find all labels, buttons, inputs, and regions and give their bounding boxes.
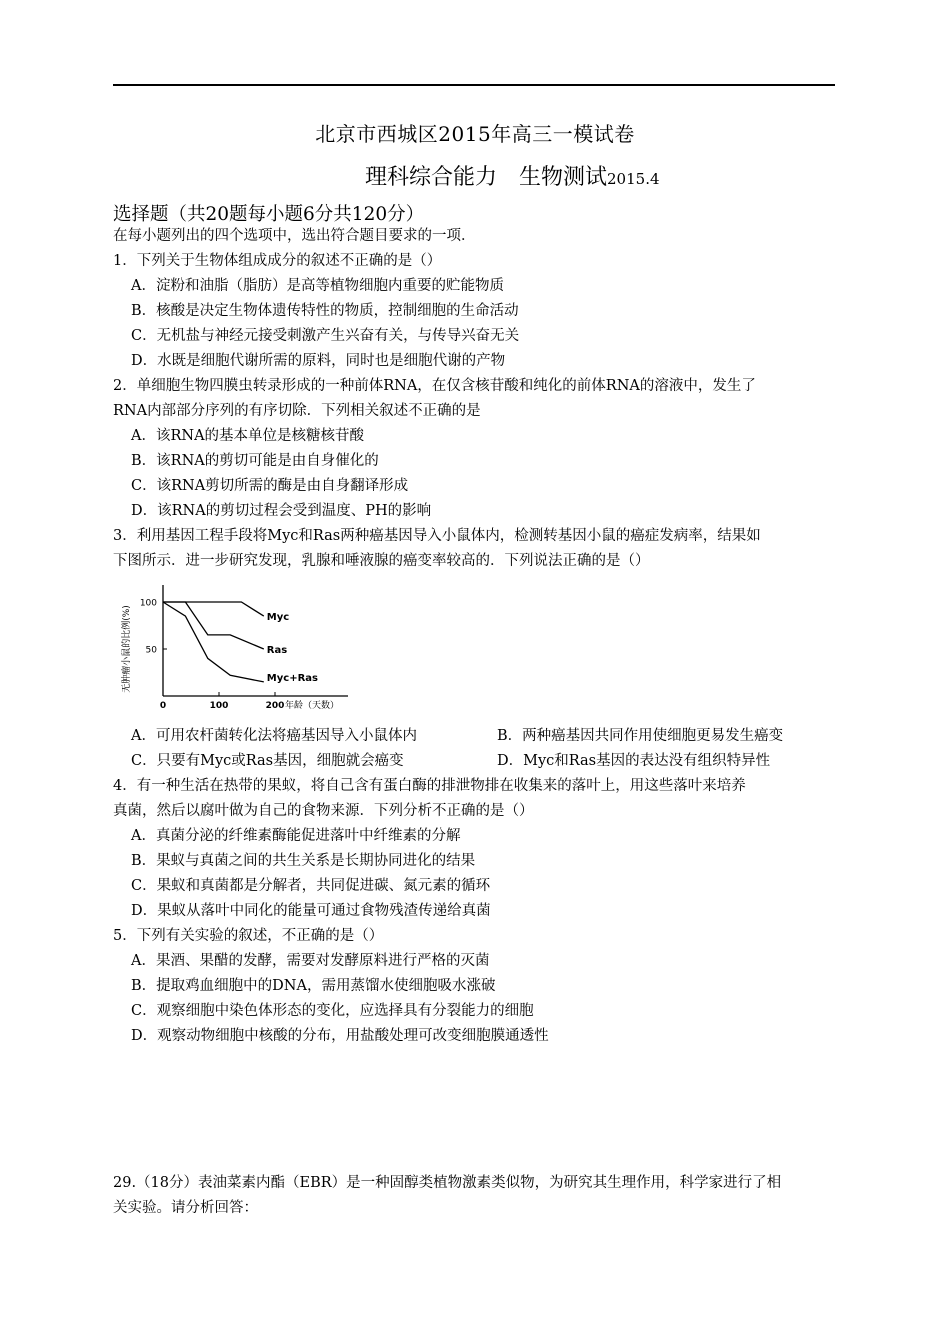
series-label: Ras: [266, 645, 288, 656]
series-line-ras: [163, 602, 264, 649]
series-label: Myc+Ras: [266, 672, 318, 684]
q1-option-b: B．核酸是决定生物体遗传特性的物质，控制细胞的生命活动: [131, 303, 519, 319]
q5-option-c: C．观察细胞中染色体形态的变化，应选择具有分裂能力的细胞: [131, 1003, 534, 1019]
q5-option-d: D．观察动物细胞中核酸的分布，用盐酸处理可改变细胞膜通透性: [131, 1028, 549, 1044]
q4-option-d: D．果蚁从落叶中同化的能量可通过食物残渣传递给真菌: [131, 903, 491, 919]
y-axis-label: 无肿瘤小鼠的比例(%): [122, 605, 132, 693]
q3-option-b: B．两种癌基因共同作用使细胞更易发生癌变: [497, 728, 784, 744]
q1-option-d: D．水既是细胞代谢所需的原料，同时也是细胞代谢的产物: [131, 353, 506, 369]
q5-option-b: B．提取鸡血细胞中的DNA，需用蒸馏水使细胞吸水涨破: [131, 978, 496, 994]
header-rule: [113, 84, 835, 86]
y-tick-label: 100: [139, 598, 157, 609]
q2-option-a: A．该RNA的基本单位是核糖核苷酸: [131, 428, 365, 444]
q3-stem-line1: 3．利用基因工程手段将Myc和Ras两种癌基因导入小鼠体内，检测转基因小鼠的癌症发病率，结果如: [113, 528, 761, 544]
q3-option-a: A．可用农杆菌转化法将癌基因导入小鼠体内: [131, 728, 417, 744]
q5-option-a: A．果酒、果醋的发酵，需要对发酵原料进行严格的灭菌: [131, 953, 490, 969]
q2-stem-line1: 2．单细胞生物四膜虫转录形成的一种前体RNA，在仅含核苷酸和纯化的前体RNA的溶液中，发生了: [113, 378, 756, 394]
q2-stem-line2: RNA内部部分序列的有序切除．下列相关叙述不正确的是: [113, 403, 481, 419]
q4-option-c: C．果蚁和真菌都是分解者，共同促进碳、氮元素的循环: [131, 878, 491, 894]
q2-option-d: D．该RNA的剪切过程会受到温度、PH的影响: [131, 503, 432, 519]
q1-option-c: C．无机盐与神经元接受刺激产生兴奋有关，与传导兴奋无关: [131, 328, 520, 344]
subtitle-text: 理科综合能力 生物测试: [365, 165, 608, 190]
q3-stem-line2: 下图所示．进一步研究发现，乳腺和唾液腺的癌变率较高的．下列说法正确的是（）: [113, 553, 650, 569]
q4-option-b: B．果蚁与真菌之间的共生关系是长期协同进化的结果: [131, 853, 476, 869]
q1-stem: 1．下列关于生物体组成成分的叙述不正确的是（）: [113, 253, 442, 269]
series-line-myc: [163, 602, 264, 616]
q29-stem-line2: 关实验。请分析回答：: [113, 1200, 258, 1216]
series-label: Myc: [266, 612, 290, 624]
x-tick-label: 100: [209, 701, 229, 711]
x-tick-label: 200: [265, 701, 285, 711]
x-axis-label: 年龄（天数）: [285, 701, 340, 711]
section-instruction: 在每小题列出的四个选项中，选出符合题目要求的一项．: [113, 228, 476, 244]
q3-option-d: D．Myc和Ras基因的表达没有组织特异性: [497, 753, 771, 769]
document-subtitle: [365, 160, 660, 191]
x-tick-label: 0: [159, 701, 167, 711]
q4-stem-line1: 4．有一种生活在热带的果蚁，将自己含有蛋白酶的排泄物排在收集来的落叶上，用这些落叶来培养: [113, 778, 746, 794]
q2-option-b: B．该RNA的剪切可能是由自身催化的: [131, 453, 379, 469]
q1-option-a: A．淀粉和油脂（脂肪）是高等植物细胞内重要的贮能物质: [131, 278, 504, 294]
section-heading: 选择题（共20题每小题6分共120分）: [113, 204, 425, 225]
q2-option-c: C．该RNA剪切所需的酶是由自身翻译形成: [131, 478, 409, 494]
q3-option-c: C．只要有Myc或Ras基因，细胞就会癌变: [131, 753, 404, 769]
y-tick-label: 50: [145, 645, 157, 656]
q4-option-a: A．真菌分泌的纤维素酶能促进落叶中纤维素的分解: [131, 828, 461, 844]
q4-stem-line2: 真菌，然后以腐叶做为自己的食物来源．下列分析不正确的是（）: [113, 803, 534, 819]
document-title: 北京市西城区2015年高三一模试卷: [315, 122, 635, 146]
q5-stem: 5．下列有关实验的叙述，不正确的是（）: [113, 928, 384, 944]
q29-stem-line1: 29.（18分）表油菜素内酯（EBR）是一种固醇类植物激素类似物，为研究其生理作用，科学家进行了相: [113, 1175, 782, 1191]
tumor-free-ratio-chart: [113, 577, 383, 717]
subtitle-date: 2015.4: [607, 170, 660, 188]
series-line-myc-ras: [163, 602, 264, 682]
